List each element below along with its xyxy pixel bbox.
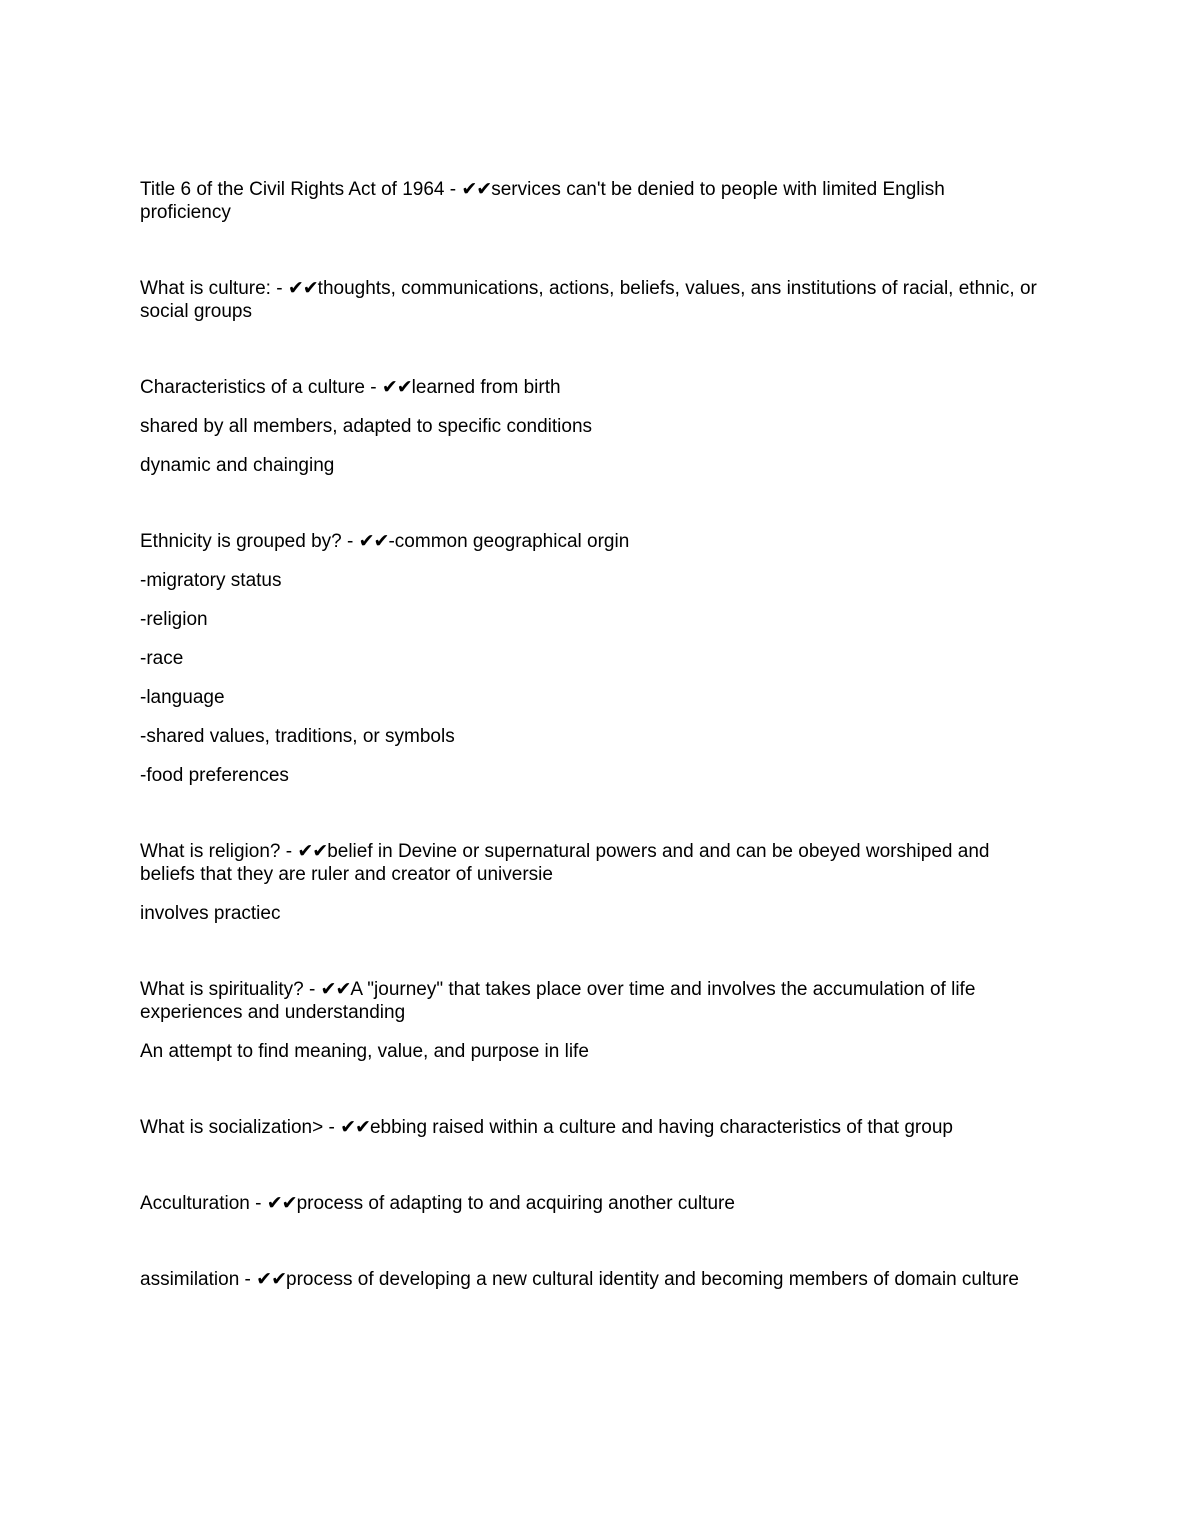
- definition-text: belief in Devine or supernatural powers and and can be obeyed worshiped and beliefs that they are ruler and creator of universie: [140, 841, 990, 885]
- term-line: [140, 277, 1040, 323]
- term-line: [140, 1192, 1040, 1215]
- definition-text: thoughts, communications, actions, beliefs, values, ans institutions of racial, ethnic, or social groups: [140, 278, 1037, 322]
- term-text: What is culture: -: [140, 278, 288, 299]
- definition-text: learned from birth: [411, 377, 561, 398]
- definition-line: dynamic and chainging: [140, 455, 335, 476]
- term-text: What is religion? -: [140, 841, 298, 862]
- term-text: Ethnicity is grouped by? -: [140, 531, 359, 552]
- flashcard-entry: [140, 277, 1040, 323]
- definition-text: -common geographical orgin: [388, 531, 630, 552]
- flashcard-entry: [140, 376, 1040, 477]
- definition-text: process of adapting to and acquiring another culture: [296, 1193, 735, 1214]
- definition-text: ebbing raised within a culture and having characteristics of that group: [369, 1117, 953, 1138]
- term-text: Acculturation -: [140, 1193, 267, 1214]
- double-check-icon: ✔✔: [461, 178, 492, 200]
- definition-line: An attempt to find meaning, value, and purpose in life: [140, 1041, 589, 1062]
- flashcard-entry: [140, 178, 1040, 224]
- term-text: assimilation -: [140, 1269, 257, 1290]
- flashcard-entry: [140, 1192, 1040, 1215]
- definition-line: -shared values, traditions, or symbols: [140, 726, 455, 747]
- flashcard-entry: [140, 1116, 1040, 1139]
- definition-line: -food preferences: [140, 765, 289, 786]
- definition-line: shared by all members, adapted to specific conditions: [140, 416, 593, 437]
- term-text: What is socialization> -: [140, 1117, 341, 1138]
- definition-line: involves practiec: [140, 903, 281, 924]
- term-text: Title 6 of the Civil Rights Act of 1964 -: [140, 179, 462, 200]
- term-line: [140, 178, 1040, 224]
- definition-line: -language: [140, 687, 225, 708]
- term-line: [140, 1116, 1040, 1139]
- term-text: Characteristics of a culture -: [140, 377, 382, 398]
- double-check-icon: ✔✔: [340, 1116, 370, 1138]
- double-check-icon: ✔✔: [287, 277, 318, 299]
- flashcard-list: [140, 178, 1040, 1344]
- definition-line: -religion: [140, 609, 208, 630]
- term-text: What is spirituality? -: [140, 979, 321, 1000]
- definition-text: A "journey" that takes place over time and involves the accumulation of life experiences and understanding: [140, 979, 976, 1023]
- term-line: [140, 376, 1040, 399]
- definition-line: -migratory status: [140, 570, 282, 591]
- term-line: [140, 1268, 1040, 1291]
- term-line: [140, 978, 1040, 1024]
- double-check-icon: ✔✔: [358, 530, 389, 552]
- flashcard-entry: [140, 978, 1040, 1063]
- double-check-icon: ✔✔: [256, 1268, 286, 1290]
- definition-text: process of developing a new cultural identity and becoming members of domain culture: [286, 1269, 1019, 1290]
- double-check-icon: ✔✔: [266, 1192, 297, 1214]
- flashcard-entry: [140, 1268, 1040, 1291]
- double-check-icon: ✔✔: [320, 978, 351, 1000]
- flashcard-entry: [140, 530, 1040, 787]
- definition-text: services can't be denied to people with limited English proficiency: [140, 179, 945, 223]
- flashcard-entry: [140, 840, 1040, 925]
- double-check-icon: ✔✔: [297, 840, 328, 862]
- term-line: [140, 530, 1040, 553]
- term-line: [140, 840, 1040, 886]
- definition-line: -race: [140, 648, 184, 669]
- double-check-icon: ✔✔: [381, 376, 412, 398]
